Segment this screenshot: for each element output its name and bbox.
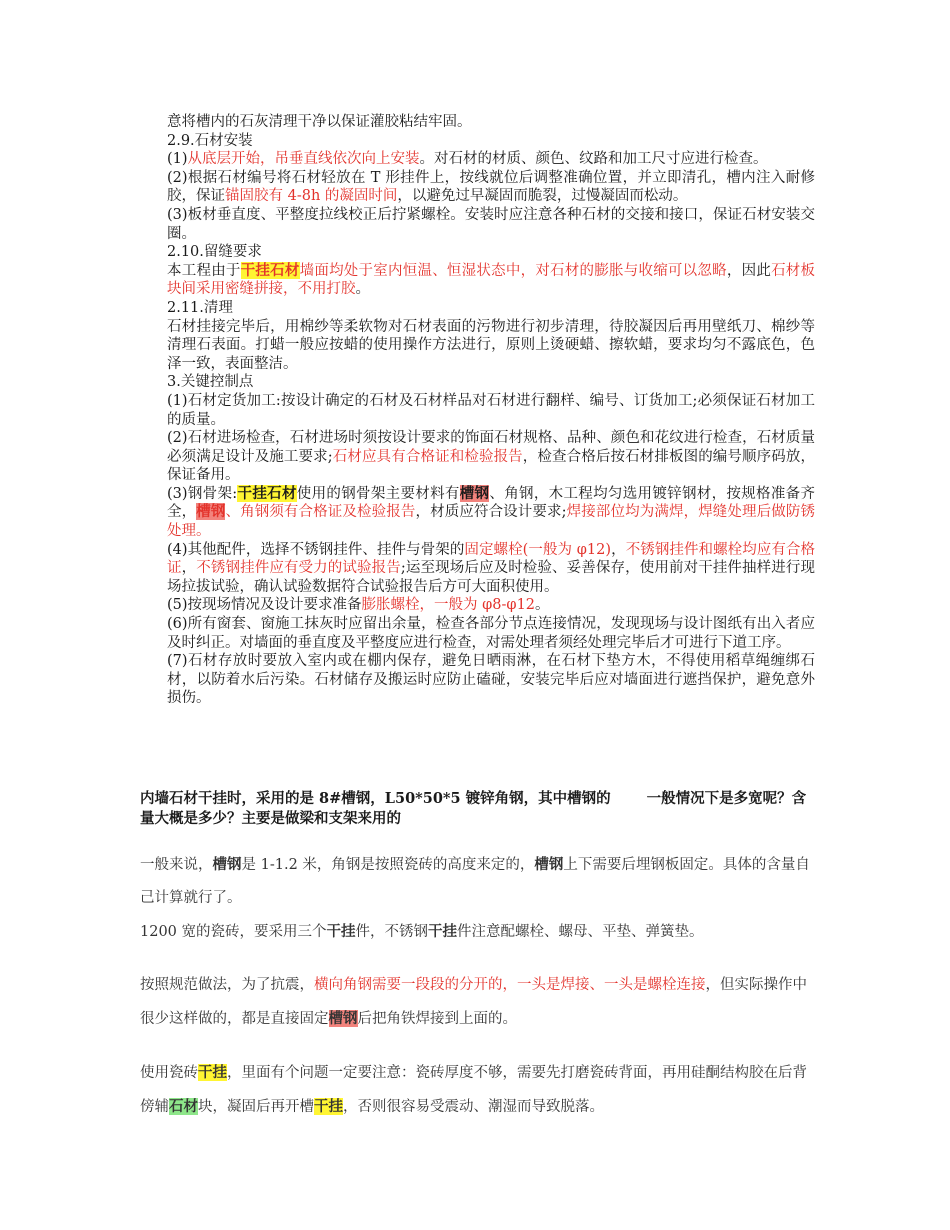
red-emphasis: 从底层开始，吊垂直线依次向上安装 (187, 151, 420, 168)
paragraph: (3)钢骨架:干挂石材使用的钢骨架主要材料有槽钢、角钢，木工程均匀选用镀锌钢材，按规格准备齐全，槽钢、角钢须有合格证及检验报告，材质应符合设计要求;焊接部位均为满焊，焊缝处理后做防锈处理。 (167, 484, 816, 540)
paragraph: 意将槽内的石灰清理干净以保证灌胶粘结牢固。 (167, 114, 472, 130)
paragraph: (4)其他配件，选择不锈钢挂件、挂件与骨架的固定螺栓(一般为 φ12)，不锈钢挂件和螺栓均应有合格证，不锈钢挂件应有受力的试验报告;运至现场后应及时检验、妥善保存，使用前对干挂件抽样进行现场拉拔试验，确认试验数据符合试验报告后方可大面积使用。 (167, 541, 816, 595)
highlighted-term: 干挂 (314, 1098, 343, 1115)
heading-2-9: 2.9.石材安装 (167, 132, 253, 149)
answer-section (140, 848, 815, 1124)
paragraph: (7)石材存放时要放入室内或在棚内保存，避免日晒雨淋，在石材下垫方木，不得使用稻草绳缠绑石材，以防着水后污染。石材储存及搬运时应防止磕碰，安装完毕后应对墙面进行遮挡保护，避免意外损伤。 (167, 653, 815, 707)
paragraph: (3)板材垂直度、平整度拉线校正后拧紧螺栓。安装时应注意各种石材的交接和接口，保证石材安装交圈。 (167, 206, 815, 242)
highlighted-term: 干挂 (198, 1064, 227, 1081)
red-emphasis: 不锈钢挂件应有受力的试验报告 (196, 560, 401, 577)
answer-paragraph: 按照规范做法，为了抗震，横向角钢需要一段段的分开的，一头是焊接、一头是螺栓连接，但实际操作中很少这样做的，都是直接固定槽钢后把角铁焊接到上面的。 (140, 977, 807, 1027)
red-emphasis: 石材板块间采用密缝拼接，不用打胶 (167, 262, 816, 298)
answer-paragraph: 一般来说，槽钢是 1-1.2 米，角钢是按照瓷砖的高度来定的，槽钢上下需要后埋钢板固定。具体的含量自己计算就行了。 (140, 856, 810, 906)
answer-paragraph: 1200 宽的瓷砖，要采用三个干挂件，不锈钢干挂件注意配螺栓、螺母、平垫、弹簧垫。 (140, 923, 704, 940)
red-emphasis: 墙面均处于室内恒温、恒湿状态中，对石材的膨胀与收缩可以忽略 (299, 262, 727, 279)
paragraph: (1)石材定货加工:按设计确定的石材及石材样品对石材进行翻样、编号、订货加工;必须保证石材加工的质量。 (167, 392, 815, 428)
red-emphasis: 锚固胶有 4-8h 的凝固时间 (225, 188, 398, 205)
highlighted-term: 干挂石材 (240, 261, 300, 279)
construction-spec-section (167, 113, 815, 708)
paragraph: (2)石材进场检查，石材进场时须按设计要求的饰面石材规格、品种、颜色和花纹进行检查，石材质量必须满足设计及施工要求;石材应具有合格证和检验报告，检查合格后按石材排板图的编号顺序码放，保证备用。 (167, 430, 816, 484)
heading-2-11: 2.11.清理 (167, 299, 233, 316)
red-emphasis: 横向角钢需要一段段的分开的，一头是焊接、一头是螺栓连接 (314, 977, 706, 993)
highlighted-term: 干挂石材 (237, 484, 297, 502)
paragraph: (5)按现场情况及设计要求准备膨胀螺栓，一般为 φ8-φ12。 (167, 597, 550, 614)
bold-term: 干挂 (428, 923, 458, 940)
bold-term: 槽钢 (212, 856, 242, 873)
paragraph: 石材挂接完毕后，用棉纱等柔软物对石材表面的污物进行初步清理，待胶凝因后再用壁纸刀、棉纱等清理石表面。打蜡一般应按蜡的使用操作方法进行，原则上烫硬蜡、擦软蜡，要求均匀不露底色，色泽一致，表面整洁。 (167, 318, 815, 372)
red-emphasis: 不锈钢挂件和螺栓均应有合格证 (167, 541, 816, 577)
bold-term: 干挂 (326, 923, 356, 940)
red-emphasis: 石材应具有合格证和检验报告 (332, 448, 523, 465)
red-emphasis: 固定螺栓(一般为 φ12) (464, 541, 612, 558)
heading-3: 3.关键控制点 (167, 374, 254, 391)
red-emphasis: 、角钢须有合格证及检验报告 (225, 504, 416, 521)
bold-term: 槽钢 (534, 856, 564, 873)
heading-2-10: 2.10.留缝要求 (167, 244, 262, 261)
red-emphasis: 焊接部位均为满焊，焊缝处理后做防锈处理。 (167, 504, 816, 540)
red-emphasis: 膨胀螺栓，一般为 φ8-φ12 (361, 597, 536, 614)
highlighted-term: 槽钢 (459, 484, 490, 502)
paragraph: (1)从底层开始，吊垂直线依次向上安装。对石材的材质、颜色、纹路和加工尺寸应进行检查。 (167, 151, 768, 168)
paragraph: 本工程由于干挂石材墙面均处于室内恒温、恒湿状态中，对石材的膨胀与收缩可以忽略，因此石材板块间采用密缝拼接，不用打胶。 (167, 261, 816, 298)
answer-paragraph: 使用瓷砖干挂，里面有个问题一定要注意：瓷砖厚度不够，需要先打磨瓷砖背面，再用硅酮结构胶在后背傍辅石材块，凝固后再开槽干挂，否则很容易受震动、潮湿而导致脱落。 (140, 1064, 807, 1115)
highlighted-term: 槽钢 (328, 1010, 358, 1027)
question-heading: 内墙石材干挂时，采用的是 8#槽钢，L50*50*5 镀锌角钢，其中槽钢的 一般情况下是多宽呢？含量大概是多少？主要是做梁和支架来用的 (140, 790, 807, 827)
paragraph: (2)根据石材编号将石材轻放在 T 形挂件上，按线就位后调整准确位置，并立即清孔，槽内注入耐修胶，保证锚固胶有 4-8h 的凝固时间，以避免过早凝固而脆裂，过慢凝固而松动。 (167, 169, 815, 205)
paragraph: (6)所有窗套、窗施工抹灰时应留出余量，检查各部分节点连接情况，发现现场与设计图纸有出入者应及时纠正。对墙面的垂直度及平整度应进行检查，对需处理者须经处理完毕后才可进行下道工序。 (167, 616, 815, 651)
highlighted-term: 石材 (169, 1098, 198, 1115)
highlighted-term: 槽钢 (196, 503, 226, 521)
